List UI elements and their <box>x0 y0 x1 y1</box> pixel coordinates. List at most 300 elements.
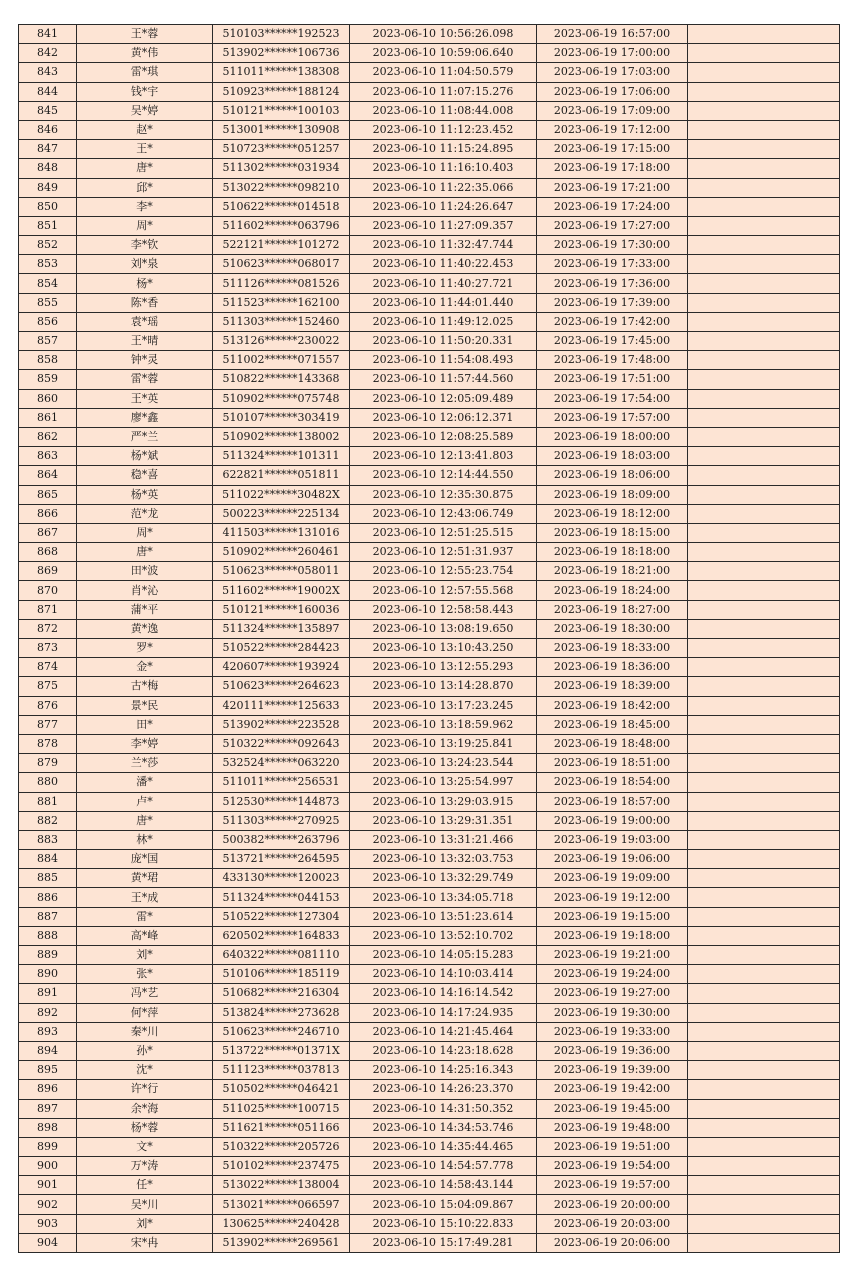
start-time-cell: 2023-06-10 13:51:23.614 <box>350 907 537 926</box>
name-cell: 任* <box>77 1176 213 1195</box>
id-number-cell: 513021******066597 <box>213 1195 350 1214</box>
start-time-cell: 2023-06-10 13:25:54.997 <box>350 773 537 792</box>
remark-cell <box>688 312 840 331</box>
start-time-cell: 2023-06-10 10:56:26.098 <box>350 25 537 44</box>
id-number-cell: 511303******152460 <box>213 312 350 331</box>
id-number-cell: 513721******264595 <box>213 850 350 869</box>
start-time-cell: 2023-06-10 10:59:06.640 <box>350 44 537 63</box>
remark-cell <box>688 581 840 600</box>
end-time-cell: 2023-06-19 17:27:00 <box>537 216 688 235</box>
start-time-cell: 2023-06-10 15:17:49.281 <box>350 1233 537 1252</box>
name-cell: 黄*珺 <box>77 869 213 888</box>
row-number-cell: 864 <box>19 466 77 485</box>
row-number-cell: 901 <box>19 1176 77 1195</box>
row-number-cell: 884 <box>19 850 77 869</box>
row-number-cell: 894 <box>19 1041 77 1060</box>
remark-cell <box>688 946 840 965</box>
start-time-cell: 2023-06-10 12:51:25.515 <box>350 523 537 542</box>
table-row <box>19 830 840 849</box>
start-time-cell: 2023-06-10 13:32:03.753 <box>350 850 537 869</box>
id-number-cell: 510102******237475 <box>213 1157 350 1176</box>
table-row <box>19 734 840 753</box>
id-number-cell: 511302******031934 <box>213 159 350 178</box>
name-cell: 范*龙 <box>77 504 213 523</box>
end-time-cell: 2023-06-19 18:33:00 <box>537 639 688 658</box>
name-cell: 万*涛 <box>77 1157 213 1176</box>
id-number-cell: 510623******058011 <box>213 562 350 581</box>
remark-cell <box>688 965 840 984</box>
id-number-cell: 511011******138308 <box>213 63 350 82</box>
table-row <box>19 1176 840 1195</box>
end-time-cell: 2023-06-19 18:06:00 <box>537 466 688 485</box>
remark-cell <box>688 447 840 466</box>
remark-cell <box>688 543 840 562</box>
id-number-cell: 510822******143368 <box>213 370 350 389</box>
id-number-cell: 513001******130908 <box>213 120 350 139</box>
id-number-cell: 532524******063220 <box>213 754 350 773</box>
row-number-cell: 856 <box>19 312 77 331</box>
table-row <box>19 792 840 811</box>
name-cell: 何*萍 <box>77 1003 213 1022</box>
name-cell: 肖*沁 <box>77 581 213 600</box>
start-time-cell: 2023-06-10 14:34:53.746 <box>350 1118 537 1137</box>
id-number-cell: 510682******216304 <box>213 984 350 1003</box>
remark-cell <box>688 811 840 830</box>
row-number-cell: 886 <box>19 888 77 907</box>
end-time-cell: 2023-06-19 18:15:00 <box>537 523 688 542</box>
end-time-cell: 2023-06-19 18:42:00 <box>537 696 688 715</box>
end-time-cell: 2023-06-19 19:39:00 <box>537 1061 688 1080</box>
end-time-cell: 2023-06-19 17:12:00 <box>537 120 688 139</box>
id-number-cell: 510502******046421 <box>213 1080 350 1099</box>
name-cell: 杨*英 <box>77 485 213 504</box>
name-cell: 赵* <box>77 120 213 139</box>
start-time-cell: 2023-06-10 12:58:58.443 <box>350 600 537 619</box>
id-number-cell: 510902******138002 <box>213 427 350 446</box>
id-number-cell: 510623******068017 <box>213 255 350 274</box>
id-number-cell: 513022******098210 <box>213 178 350 197</box>
row-number-cell: 904 <box>19 1233 77 1252</box>
name-cell: 廖*鑫 <box>77 408 213 427</box>
remark-cell <box>688 1003 840 1022</box>
name-cell: 余*海 <box>77 1099 213 1118</box>
row-number-cell: 902 <box>19 1195 77 1214</box>
start-time-cell: 2023-06-10 11:54:08.493 <box>350 351 537 370</box>
table-row <box>19 197 840 216</box>
start-time-cell: 2023-06-10 12:57:55.568 <box>350 581 537 600</box>
remark-cell <box>688 178 840 197</box>
name-cell: 刘* <box>77 946 213 965</box>
table-row <box>19 408 840 427</box>
start-time-cell: 2023-06-10 15:10:22.833 <box>350 1214 537 1233</box>
start-time-cell: 2023-06-10 11:22:35.066 <box>350 178 537 197</box>
start-time-cell: 2023-06-10 11:08:44.008 <box>350 101 537 120</box>
name-cell: 蒲*平 <box>77 600 213 619</box>
table-row <box>19 332 840 351</box>
end-time-cell: 2023-06-19 18:21:00 <box>537 562 688 581</box>
remark-cell <box>688 773 840 792</box>
name-cell: 王*英 <box>77 389 213 408</box>
id-number-cell: 513902******269561 <box>213 1233 350 1252</box>
remark-cell <box>688 600 840 619</box>
end-time-cell: 2023-06-19 17:51:00 <box>537 370 688 389</box>
remark-cell <box>688 754 840 773</box>
remark-cell <box>688 1022 840 1041</box>
row-number-cell: 870 <box>19 581 77 600</box>
row-number-cell: 892 <box>19 1003 77 1022</box>
end-time-cell: 2023-06-19 19:09:00 <box>537 869 688 888</box>
row-number-cell: 903 <box>19 1214 77 1233</box>
name-cell: 雷*蓉 <box>77 370 213 389</box>
name-cell: 李*钦 <box>77 236 213 255</box>
end-time-cell: 2023-06-19 19:27:00 <box>537 984 688 1003</box>
table-row <box>19 543 840 562</box>
end-time-cell: 2023-06-19 19:06:00 <box>537 850 688 869</box>
row-number-cell: 860 <box>19 389 77 408</box>
table-row <box>19 255 840 274</box>
table-row <box>19 312 840 331</box>
row-number-cell: 871 <box>19 600 77 619</box>
remark-cell <box>688 159 840 178</box>
remark-cell <box>688 734 840 753</box>
remark-cell <box>688 562 840 581</box>
table-row <box>19 658 840 677</box>
name-cell: 袁*瑶 <box>77 312 213 331</box>
name-cell: 陈*香 <box>77 293 213 312</box>
table-row <box>19 1157 840 1176</box>
end-time-cell: 2023-06-19 19:30:00 <box>537 1003 688 1022</box>
start-time-cell: 2023-06-10 12:55:23.754 <box>350 562 537 581</box>
remark-cell <box>688 255 840 274</box>
id-number-cell: 510902******260461 <box>213 543 350 562</box>
id-number-cell: 512530******144873 <box>213 792 350 811</box>
row-number-cell: 876 <box>19 696 77 715</box>
table-row <box>19 101 840 120</box>
end-time-cell: 2023-06-19 18:18:00 <box>537 543 688 562</box>
start-time-cell: 2023-06-10 12:13:41.803 <box>350 447 537 466</box>
row-number-cell: 842 <box>19 44 77 63</box>
table-row <box>19 120 840 139</box>
id-number-cell: 513824******273628 <box>213 1003 350 1022</box>
id-number-cell: 511324******044153 <box>213 888 350 907</box>
name-cell: 兰*莎 <box>77 754 213 773</box>
remark-cell <box>688 523 840 542</box>
remark-cell <box>688 351 840 370</box>
row-number-cell: 875 <box>19 677 77 696</box>
remark-cell <box>688 140 840 159</box>
start-time-cell: 2023-06-10 15:04:09.867 <box>350 1195 537 1214</box>
table-row <box>19 178 840 197</box>
row-number-cell: 849 <box>19 178 77 197</box>
end-time-cell: 2023-06-19 18:03:00 <box>537 447 688 466</box>
start-time-cell: 2023-06-10 14:31:50.352 <box>350 1099 537 1118</box>
name-cell: 文* <box>77 1137 213 1156</box>
remark-cell <box>688 427 840 446</box>
id-number-cell: 511621******051166 <box>213 1118 350 1137</box>
end-time-cell: 2023-06-19 17:21:00 <box>537 178 688 197</box>
table-row <box>19 696 840 715</box>
table-row <box>19 562 840 581</box>
remark-cell <box>688 197 840 216</box>
table-row <box>19 1118 840 1137</box>
remark-cell <box>688 984 840 1003</box>
row-number-cell: 882 <box>19 811 77 830</box>
remark-cell <box>688 25 840 44</box>
row-number-cell: 848 <box>19 159 77 178</box>
start-time-cell: 2023-06-10 13:52:10.702 <box>350 926 537 945</box>
start-time-cell: 2023-06-10 14:10:03.414 <box>350 965 537 984</box>
end-time-cell: 2023-06-19 18:36:00 <box>537 658 688 677</box>
table-row <box>19 1041 840 1060</box>
row-number-cell: 868 <box>19 543 77 562</box>
end-time-cell: 2023-06-19 17:39:00 <box>537 293 688 312</box>
table-row <box>19 504 840 523</box>
table-row <box>19 984 840 1003</box>
remark-cell <box>688 1157 840 1176</box>
id-number-cell: 420111******125633 <box>213 696 350 715</box>
id-number-cell: 433130******120023 <box>213 869 350 888</box>
id-number-cell: 513902******223528 <box>213 715 350 734</box>
remark-cell <box>688 504 840 523</box>
start-time-cell: 2023-06-10 12:05:09.489 <box>350 389 537 408</box>
table-row <box>19 619 840 638</box>
name-cell: 罗* <box>77 639 213 658</box>
remark-cell <box>688 44 840 63</box>
end-time-cell: 2023-06-19 17:42:00 <box>537 312 688 331</box>
start-time-cell: 2023-06-10 11:32:47.744 <box>350 236 537 255</box>
row-number-cell: 865 <box>19 485 77 504</box>
id-number-cell: 510522******284423 <box>213 639 350 658</box>
start-time-cell: 2023-06-10 13:19:25.841 <box>350 734 537 753</box>
row-number-cell: 874 <box>19 658 77 677</box>
id-number-cell: 510121******160036 <box>213 600 350 619</box>
id-number-cell: 130625******240428 <box>213 1214 350 1233</box>
id-number-cell: 511324******101311 <box>213 447 350 466</box>
row-number-cell: 844 <box>19 82 77 101</box>
start-time-cell: 2023-06-10 13:29:31.351 <box>350 811 537 830</box>
row-number-cell: 841 <box>19 25 77 44</box>
id-number-cell: 510623******264623 <box>213 677 350 696</box>
id-number-cell: 511602******063796 <box>213 216 350 235</box>
table-row <box>19 25 840 44</box>
table-row <box>19 1022 840 1041</box>
id-number-cell: 511523******162100 <box>213 293 350 312</box>
row-number-cell: 852 <box>19 236 77 255</box>
table-row <box>19 965 840 984</box>
end-time-cell: 2023-06-19 20:00:00 <box>537 1195 688 1214</box>
row-number-cell: 873 <box>19 639 77 658</box>
id-number-cell: 511126******081526 <box>213 274 350 293</box>
name-cell: 景*民 <box>77 696 213 715</box>
end-time-cell: 2023-06-19 19:24:00 <box>537 965 688 984</box>
id-number-cell: 513126******230022 <box>213 332 350 351</box>
table-row <box>19 639 840 658</box>
end-time-cell: 2023-06-19 18:27:00 <box>537 600 688 619</box>
end-time-cell: 2023-06-19 19:36:00 <box>537 1041 688 1060</box>
row-number-cell: 858 <box>19 351 77 370</box>
name-cell: 田* <box>77 715 213 734</box>
name-cell: 金* <box>77 658 213 677</box>
remark-cell <box>688 120 840 139</box>
row-number-cell: 846 <box>19 120 77 139</box>
row-number-cell: 885 <box>19 869 77 888</box>
table-row <box>19 811 840 830</box>
id-number-cell: 420607******193924 <box>213 658 350 677</box>
name-cell: 许*行 <box>77 1080 213 1099</box>
table-row <box>19 1214 840 1233</box>
remark-cell <box>688 658 840 677</box>
start-time-cell: 2023-06-10 13:08:19.650 <box>350 619 537 638</box>
id-number-cell: 510923******188124 <box>213 82 350 101</box>
row-number-cell: 847 <box>19 140 77 159</box>
start-time-cell: 2023-06-10 14:35:44.465 <box>350 1137 537 1156</box>
end-time-cell: 2023-06-19 17:18:00 <box>537 159 688 178</box>
name-cell: 张* <box>77 965 213 984</box>
table-row <box>19 63 840 82</box>
name-cell: 王*蓉 <box>77 25 213 44</box>
name-cell: 雷* <box>77 907 213 926</box>
id-number-cell: 510107******303419 <box>213 408 350 427</box>
row-number-cell: 863 <box>19 447 77 466</box>
remark-cell <box>688 1233 840 1252</box>
name-cell: 杨*蓉 <box>77 1118 213 1137</box>
row-number-cell: 853 <box>19 255 77 274</box>
end-time-cell: 2023-06-19 19:51:00 <box>537 1137 688 1156</box>
start-time-cell: 2023-06-10 13:24:23.544 <box>350 754 537 773</box>
start-time-cell: 2023-06-10 14:21:45.464 <box>350 1022 537 1041</box>
remark-cell <box>688 101 840 120</box>
table-row <box>19 351 840 370</box>
name-cell: 古*梅 <box>77 677 213 696</box>
table-row <box>19 44 840 63</box>
start-time-cell: 2023-06-10 14:58:43.144 <box>350 1176 537 1195</box>
row-number-cell: 899 <box>19 1137 77 1156</box>
table-row <box>19 485 840 504</box>
remark-cell <box>688 1214 840 1233</box>
start-time-cell: 2023-06-10 11:12:23.452 <box>350 120 537 139</box>
end-time-cell: 2023-06-19 19:48:00 <box>537 1118 688 1137</box>
start-time-cell: 2023-06-10 11:07:15.276 <box>350 82 537 101</box>
end-time-cell: 2023-06-19 17:36:00 <box>537 274 688 293</box>
id-number-cell: 510623******246710 <box>213 1022 350 1041</box>
id-number-cell: 511324******135897 <box>213 619 350 638</box>
row-number-cell: 845 <box>19 101 77 120</box>
end-time-cell: 2023-06-19 17:15:00 <box>537 140 688 159</box>
id-number-cell: 511002******071557 <box>213 351 350 370</box>
name-cell: 杨*斌 <box>77 447 213 466</box>
name-cell: 秦*川 <box>77 1022 213 1041</box>
remark-cell <box>688 236 840 255</box>
remark-cell <box>688 696 840 715</box>
start-time-cell: 2023-06-10 13:10:43.250 <box>350 639 537 658</box>
name-cell: 周* <box>77 523 213 542</box>
table-row <box>19 370 840 389</box>
end-time-cell: 2023-06-19 19:45:00 <box>537 1099 688 1118</box>
end-time-cell: 2023-06-19 18:30:00 <box>537 619 688 638</box>
start-time-cell: 2023-06-10 14:23:18.628 <box>350 1041 537 1060</box>
start-time-cell: 2023-06-10 12:51:31.937 <box>350 543 537 562</box>
row-number-cell: 843 <box>19 63 77 82</box>
start-time-cell: 2023-06-10 11:44:01.440 <box>350 293 537 312</box>
end-time-cell: 2023-06-19 17:06:00 <box>537 82 688 101</box>
id-number-cell: 500382******263796 <box>213 830 350 849</box>
row-number-cell: 890 <box>19 965 77 984</box>
name-cell: 冯*艺 <box>77 984 213 1003</box>
remark-cell <box>688 485 840 504</box>
name-cell: 宋*冉 <box>77 1233 213 1252</box>
id-number-cell: 510902******075748 <box>213 389 350 408</box>
table-row <box>19 82 840 101</box>
id-number-cell: 513722******01371X <box>213 1041 350 1060</box>
end-time-cell: 2023-06-19 18:39:00 <box>537 677 688 696</box>
row-number-cell: 862 <box>19 427 77 446</box>
id-number-cell: 620502******164833 <box>213 926 350 945</box>
start-time-cell: 2023-06-10 12:43:06.749 <box>350 504 537 523</box>
id-number-cell: 513902******106736 <box>213 44 350 63</box>
end-time-cell: 2023-06-19 17:03:00 <box>537 63 688 82</box>
table-row <box>19 715 840 734</box>
remark-cell <box>688 274 840 293</box>
remark-cell <box>688 370 840 389</box>
remark-cell <box>688 850 840 869</box>
id-number-cell: 510121******100103 <box>213 101 350 120</box>
table-row <box>19 754 840 773</box>
start-time-cell: 2023-06-10 12:06:12.371 <box>350 408 537 427</box>
end-time-cell: 2023-06-19 19:33:00 <box>537 1022 688 1041</box>
end-time-cell: 2023-06-19 17:30:00 <box>537 236 688 255</box>
name-cell: 潘* <box>77 773 213 792</box>
name-cell: 林* <box>77 830 213 849</box>
end-time-cell: 2023-06-19 17:00:00 <box>537 44 688 63</box>
table-row <box>19 1099 840 1118</box>
start-time-cell: 2023-06-10 11:27:09.357 <box>350 216 537 235</box>
start-time-cell: 2023-06-10 12:35:30.875 <box>350 485 537 504</box>
id-number-cell: 511011******256531 <box>213 773 350 792</box>
remark-cell <box>688 389 840 408</box>
start-time-cell: 2023-06-10 13:12:55.293 <box>350 658 537 677</box>
end-time-cell: 2023-06-19 18:48:00 <box>537 734 688 753</box>
table-row <box>19 677 840 696</box>
start-time-cell: 2023-06-10 13:17:23.245 <box>350 696 537 715</box>
start-time-cell: 2023-06-10 11:04:50.579 <box>350 63 537 82</box>
row-number-cell: 869 <box>19 562 77 581</box>
start-time-cell: 2023-06-10 14:26:23.370 <box>350 1080 537 1099</box>
row-number-cell: 859 <box>19 370 77 389</box>
id-number-cell: 622821******051811 <box>213 466 350 485</box>
id-number-cell: 500223******225134 <box>213 504 350 523</box>
row-number-cell: 887 <box>19 907 77 926</box>
start-time-cell: 2023-06-10 11:40:22.453 <box>350 255 537 274</box>
table-row <box>19 1195 840 1214</box>
table-row <box>19 274 840 293</box>
remark-cell <box>688 63 840 82</box>
name-cell: 周* <box>77 216 213 235</box>
start-time-cell: 2023-06-10 13:34:05.718 <box>350 888 537 907</box>
id-number-cell: 511025******100715 <box>213 1099 350 1118</box>
table-row <box>19 600 840 619</box>
name-cell: 唐* <box>77 543 213 562</box>
name-cell: 沈* <box>77 1061 213 1080</box>
name-cell: 吴*婷 <box>77 101 213 120</box>
table-row <box>19 888 840 907</box>
row-number-cell: 850 <box>19 197 77 216</box>
table-row <box>19 216 840 235</box>
table-row <box>19 907 840 926</box>
end-time-cell: 2023-06-19 19:00:00 <box>537 811 688 830</box>
name-cell: 唐* <box>77 811 213 830</box>
name-cell: 孙* <box>77 1041 213 1060</box>
end-time-cell: 2023-06-19 19:03:00 <box>537 830 688 849</box>
